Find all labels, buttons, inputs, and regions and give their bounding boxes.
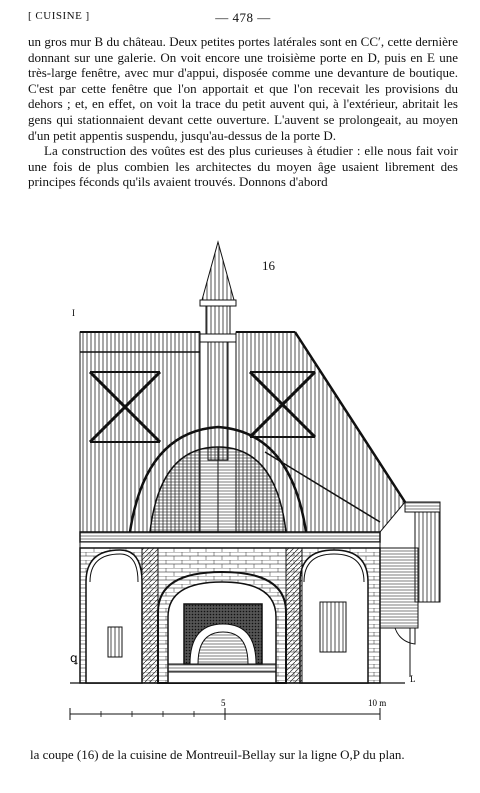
- corner-mark: ꝗ: [70, 651, 78, 665]
- running-header: [28, 10, 458, 28]
- lower-walls: [80, 548, 380, 683]
- page-number: — 478 —: [215, 10, 271, 25]
- scale-label-end: 10 m: [368, 698, 387, 708]
- cornice: [80, 532, 380, 542]
- paragraph: un gros mur B du château. Deux petites portes latérales sont en CC′, cette dernière donnant sur une galerie. On voit encore une troisième porte en D, puis en E une très-large fenêtre, avec mur d'appui, disposée comme une devanture de boutique. C'est par cette fenêtre que l'on apportait et que l'on recevait les provisions du dehors ; et, en effet, on voit la trace du petit auvent qui, à l'extérieur, abritait les gens qui stationnaient devant cette ouverture. L'auvent se prolongeait, au moyen d'un petit appentis suspendu, jusqu'au-dessus de la porte D.: [28, 34, 458, 143]
- body-text: [28, 34, 458, 190]
- figure-number: 16: [262, 258, 275, 273]
- kitchen-section-engraving: [50, 232, 460, 752]
- figure-caption: la coupe (16) de la cuisine de Montreuil-Bellay sur la ligne O,P du plan.: [30, 747, 405, 762]
- section-mark-right: L: [410, 674, 416, 684]
- paragraph: La construction des voûtes est des plus curieuses à étudier : elle nous fait voir une fois de plus combien les architectes du moyen âge usaient librement des principes féconds qu'ils avaient trouvés. Donnons d'abord: [28, 143, 458, 190]
- scale-label-mid: 5: [221, 698, 226, 708]
- scale-bar: [70, 698, 386, 720]
- section-mark-left: I: [72, 308, 75, 318]
- section-title: [ CUISINE ]: [28, 10, 90, 22]
- side-gallery: [380, 502, 440, 677]
